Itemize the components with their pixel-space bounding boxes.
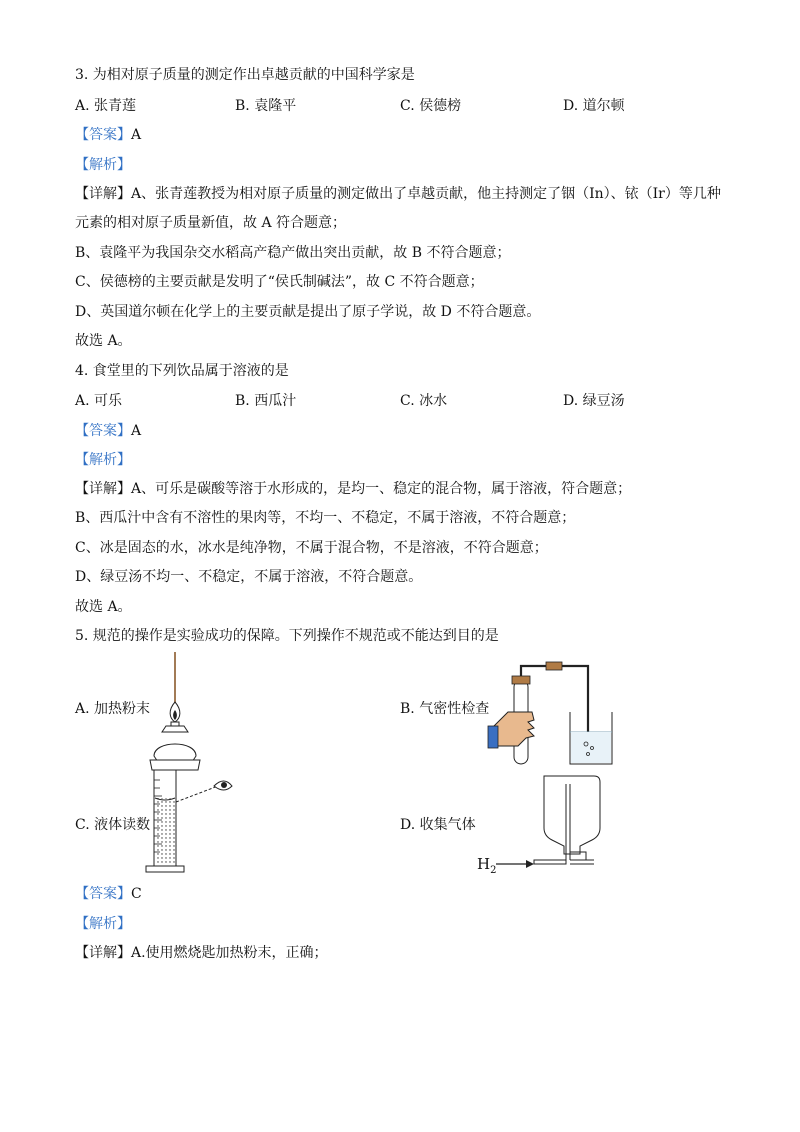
q5-option-c: C. 液体读数 [75,817,151,833]
detail-tag: 【详解】 [75,481,131,497]
q3-conclusion: 故选 A。 [75,333,132,349]
q5-option-d: D. 收集气体 [400,817,476,833]
detail-text: A、张青莲教授为相对原子质量的测定做出了卓越贡献，他主持测定了铟（In）、铱（Ir）等几种 [131,186,721,202]
q3-option-a: A. 张青莲 [75,98,137,114]
q4-stem: 4. 食堂里的下列饮品属于溶液的是 [75,363,289,379]
q4-option-d: D. 绿豆汤 [563,393,625,409]
q5-option-a: A. 加热粉末 [75,701,151,717]
q4-option-b: B. 西瓜汁 [235,393,297,409]
q4-detail-2: B、西瓜汁中含有不溶性的果肉等，不均一、不稳定，不属于溶液，不符合题意； [75,510,576,526]
q3-option-c: C. 侯德榜 [400,98,462,114]
heating-and-cylinder-figure [140,652,240,874]
answer-value: A [131,127,142,143]
answer-tag: 【答案】 [75,423,131,439]
gas-label [477,854,496,881]
gas-subscript: 2 [490,865,497,876]
answer-value: C [131,886,142,902]
q4-detail-1 [75,479,631,499]
gas-formula: H [477,855,491,873]
q5-option-b: B. 气密性检查 [400,701,490,717]
q5-analysis-tag: 【解析】 [75,916,131,932]
q3-stem: 3. 为相对原子质量的测定作出卓越贡献的中国科学家是 [75,67,415,83]
q3-option-d: D. 道尔顿 [563,98,625,114]
q4-analysis-tag: 【解析】 [75,452,131,468]
answer-value: A [131,423,142,439]
answer-tag: 【答案】 [75,886,131,902]
detail-text: A、可乐是碳酸等溶于水形成的，是均一、稳定的混合物，属于溶液，符合题意； [131,481,632,497]
airtightness-figure [488,660,620,772]
q3-detail-3: B、袁隆平为我国杂交水稻高产稳产做出突出贡献，故 B 不符合题意； [75,245,511,261]
q3-option-b: B. 袁隆平 [235,98,297,114]
q4-detail-4: D、绿豆汤不均一、不稳定，不属于溶液，不符合题意。 [75,569,423,585]
q5-answer [75,884,142,904]
detail-tag: 【详解】 [75,186,131,202]
detail-text: A.使用燃烧匙加热粉末，正确； [131,945,328,961]
answer-tag: 【答案】 [75,127,131,143]
q4-detail-3: C、冰是固态的水，冰水是纯净物，不属于混合物，不是溶液，不符合题意； [75,540,548,556]
q4-answer [75,421,141,441]
q3-detail-2: 元素的相对原子质量新值，故 A 符合题意； [75,215,347,231]
q4-option-a: A. 可乐 [75,393,123,409]
q3-analysis-tag: 【解析】 [75,157,131,173]
q5-stem: 5. 规范的操作是实验成功的保障。下列操作不规范或不能达到目的是 [75,628,499,644]
q3-detail-1 [75,184,721,204]
q3-answer [75,125,141,145]
q4-option-c: C. 冰水 [400,393,448,409]
detail-tag: 【详解】 [75,945,131,961]
q5-detail-1 [75,943,328,963]
q3-detail-5: D、英国道尔顿在化学上的主要贡献是提出了原子学说，故 D 不符合题意。 [75,304,541,320]
q3-detail-4: C、侯德榜的主要贡献是发明了“侯氏制碱法”，故 C 不符合题意； [75,274,484,290]
q4-conclusion: 故选 A。 [75,599,132,615]
